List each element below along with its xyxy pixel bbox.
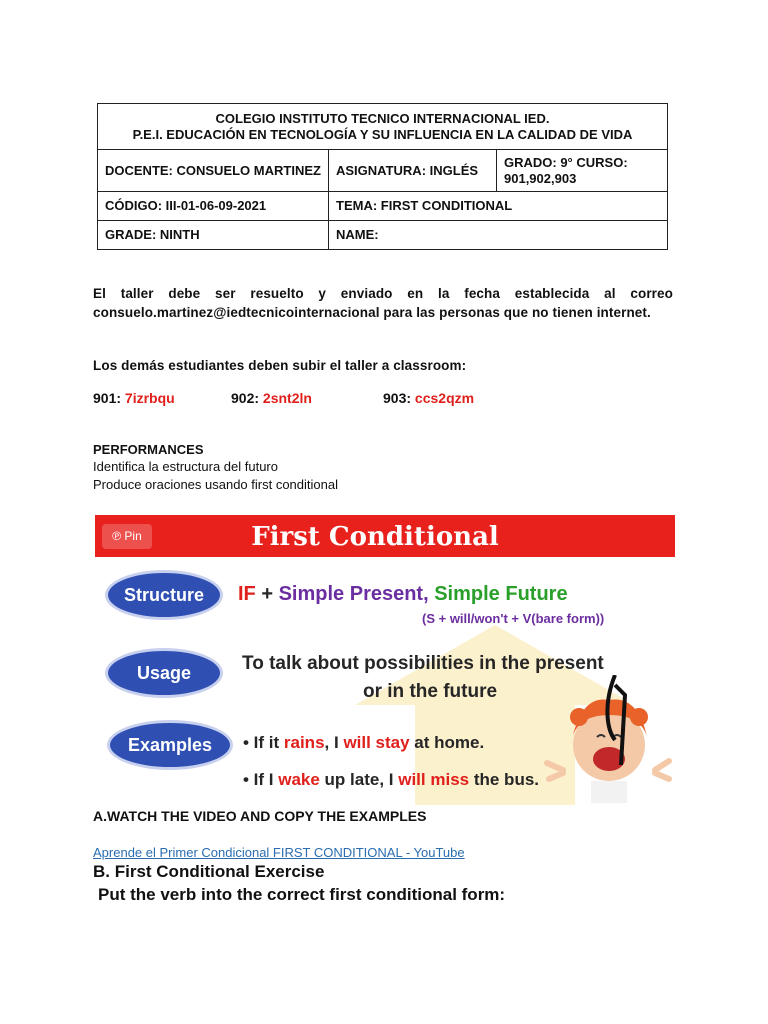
structure-formula bbox=[238, 583, 568, 606]
asignatura-cell: ASIGNATURA: INGLÉS bbox=[329, 150, 497, 192]
classroom-code-901 bbox=[93, 390, 175, 406]
group-label: 901: bbox=[93, 390, 122, 406]
class-code: ccs2qzm bbox=[414, 390, 475, 406]
example-text: up late, I bbox=[319, 770, 399, 789]
classroom-code-902 bbox=[231, 390, 312, 406]
structure-detail: (S + will/won't + V(bare form)) bbox=[422, 611, 605, 626]
group-label: 903: bbox=[383, 390, 412, 406]
example-verb: wake bbox=[278, 770, 320, 789]
codigo-cell: CÓDIGO: III-01-06-09-2021 bbox=[98, 192, 329, 221]
docente-cell: DOCENTE: CONSUELO MARTINEZ bbox=[98, 150, 329, 192]
class-code: 7izrbqu bbox=[124, 390, 175, 406]
examples-pill: Examples bbox=[107, 720, 233, 770]
example-verb: will miss bbox=[398, 770, 470, 789]
school-name: COLEGIO INSTITUTO TECNICO INTERNACIONAL IED. bbox=[215, 110, 550, 126]
header-table bbox=[97, 103, 668, 250]
group-label: 902: bbox=[231, 390, 260, 406]
performance-item: Produce oraciones usando first conditional bbox=[93, 477, 338, 492]
classroom-code-903 bbox=[383, 390, 474, 406]
pin-button[interactable] bbox=[102, 524, 152, 549]
school-header-cell bbox=[98, 104, 668, 150]
instruction-paragraph-2: Los demás estudiantes deben subir el taller a classroom: bbox=[93, 358, 467, 373]
section-b-title: B. First Conditional Exercise bbox=[93, 862, 325, 881]
laughing-child-icon bbox=[543, 675, 673, 805]
grado-cell: GRADO: 9° CURSO: 901,902,903 bbox=[497, 150, 668, 192]
usage-pill: Usage bbox=[105, 648, 223, 698]
name-cell[interactable]: NAME: bbox=[329, 221, 668, 250]
youtube-video-link[interactable]: Aprende el Primer Condicional FIRST CONDITIONAL - YouTube bbox=[93, 845, 465, 860]
example-2 bbox=[243, 770, 539, 790]
first-conditional-infographic bbox=[95, 515, 675, 805]
section-b-instruction: Put the verb into the correct first conditional form: bbox=[98, 885, 506, 904]
pinterest-icon: ℗ bbox=[112, 529, 122, 543]
if-text: IF bbox=[238, 583, 256, 605]
performance-item: Identifica la estructura del futuro bbox=[93, 459, 278, 474]
example-text: • If I bbox=[243, 770, 279, 789]
example-verb: will stay bbox=[343, 733, 410, 752]
plus-sign: + bbox=[261, 583, 274, 605]
grade-cell: GRADE: NINTH bbox=[98, 221, 329, 250]
example-text: the bus. bbox=[469, 770, 540, 789]
example-text: , I bbox=[324, 733, 344, 752]
example-1 bbox=[243, 733, 484, 753]
performances-title: PERFORMANCES bbox=[93, 442, 204, 457]
section-a-title: A.WATCH THE VIDEO AND COPY THE EXAMPLES bbox=[93, 808, 427, 824]
pin-label: Pin bbox=[124, 529, 142, 543]
tema-cell: TEMA: FIRST CONDITIONAL bbox=[329, 192, 668, 221]
example-text: at home. bbox=[409, 733, 485, 752]
instruction-paragraph-1: El taller debe ser resuelto y enviado en la fecha establecida al correo consuelo.martinez@iedtecnicointernacional para las personas que no tienen internet. bbox=[93, 286, 673, 320]
class-code: 2snt2ln bbox=[262, 390, 312, 406]
example-verb: rains bbox=[283, 733, 325, 752]
infographic-title: First Conditional bbox=[251, 522, 499, 552]
project-name: P.E.I. EDUCACIÓN EN TECNOLOGÍA Y SU INFLUENCIA EN LA CALIDAD DE VIDA bbox=[132, 126, 633, 142]
structure-pill: Structure bbox=[105, 570, 223, 620]
example-text: • If it bbox=[243, 733, 284, 752]
usage-line-2: or in the future bbox=[363, 681, 498, 702]
simple-future-text: Simple Future bbox=[434, 583, 568, 605]
simple-present-text: Simple Present, bbox=[278, 583, 429, 605]
usage-line-1: To talk about possibilities in the present bbox=[242, 653, 604, 674]
